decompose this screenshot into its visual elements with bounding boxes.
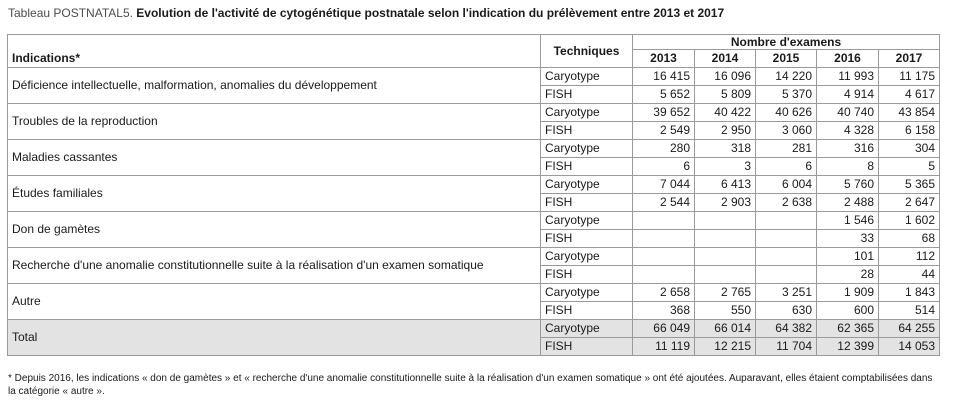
- value-cell: [756, 266, 817, 284]
- value-cell: 6 004: [756, 176, 817, 194]
- value-cell: [695, 248, 756, 266]
- technique-label: FISH: [541, 194, 633, 212]
- value-cell: 1 909: [817, 284, 879, 302]
- value-cell: 5 365: [879, 176, 940, 194]
- value-cell: 5 370: [756, 86, 817, 104]
- value-cell: 43 854: [879, 104, 940, 122]
- technique-label: Caryotype: [541, 140, 633, 158]
- table-row: [8, 140, 940, 158]
- value-cell: [695, 230, 756, 248]
- value-cell: 8: [817, 158, 879, 176]
- value-cell: 2 658: [633, 284, 695, 302]
- value-cell: 11 119: [633, 338, 695, 356]
- table-row: [8, 176, 940, 194]
- value-cell: [695, 266, 756, 284]
- value-cell: 44: [879, 266, 940, 284]
- technique-label: FISH: [541, 302, 633, 320]
- value-cell: 6 158: [879, 122, 940, 140]
- value-cell: [633, 248, 695, 266]
- value-cell: 28: [817, 266, 879, 284]
- indication-label: Études familiales: [8, 176, 541, 212]
- header-nombre-examens: Nombre d'examens: [633, 35, 940, 50]
- header-indications: Indications*: [8, 35, 541, 68]
- value-cell: 2 544: [633, 194, 695, 212]
- indication-label: Don de gamètes: [8, 212, 541, 248]
- value-cell: 6: [633, 158, 695, 176]
- value-cell: 550: [695, 302, 756, 320]
- value-cell: [633, 230, 695, 248]
- header-year: 2015: [756, 50, 817, 68]
- total-row: [8, 320, 940, 338]
- value-cell: 5 760: [817, 176, 879, 194]
- statistics-table: [7, 34, 940, 356]
- value-cell: 40 626: [756, 104, 817, 122]
- value-cell: 514: [879, 302, 940, 320]
- table-row: [8, 248, 940, 266]
- value-cell: 1 546: [817, 212, 879, 230]
- value-cell: 64 382: [756, 320, 817, 338]
- indication-label: Recherche d'une anomalie constitutionnelle suite à la réalisation d'un examen somatique: [8, 248, 541, 284]
- value-cell: 40 740: [817, 104, 879, 122]
- technique-label: FISH: [541, 230, 633, 248]
- table-row: [8, 68, 940, 86]
- value-cell: 600: [817, 302, 879, 320]
- value-cell: 281: [756, 140, 817, 158]
- value-cell: [633, 212, 695, 230]
- value-cell: 2 903: [695, 194, 756, 212]
- value-cell: 68: [879, 230, 940, 248]
- value-cell: 2 549: [633, 122, 695, 140]
- value-cell: 11 704: [756, 338, 817, 356]
- value-cell: 4 328: [817, 122, 879, 140]
- value-cell: 11 993: [817, 68, 879, 86]
- header-year: 2013: [633, 50, 695, 68]
- technique-label: FISH: [541, 338, 633, 356]
- indication-label: Déficience intellectuelle, malformation, anomalies du développement: [8, 68, 541, 104]
- value-cell: 630: [756, 302, 817, 320]
- total-label: Total: [8, 320, 541, 356]
- indication-label: Maladies cassantes: [8, 140, 541, 176]
- technique-label: Caryotype: [541, 68, 633, 86]
- value-cell: 66 014: [695, 320, 756, 338]
- technique-label: Caryotype: [541, 284, 633, 302]
- value-cell: 5: [879, 158, 940, 176]
- value-cell: 5 809: [695, 86, 756, 104]
- value-cell: 40 422: [695, 104, 756, 122]
- footnote: * Depuis 2016, les indications « don de gamètes » et « recherche d'une anomalie constitutionnelle suite à la réalisation d'un examen somatique » ont été ajoutées. Auparavant, elles étaient comptabilisées dans la catégorie « autre ».: [8, 373, 933, 397]
- table-title-text: Evolution de l'activité de cytogénétique postnatale selon l'indication du prélèvement entre 2013 et 2017: [132, 6, 725, 20]
- technique-label: Caryotype: [541, 176, 633, 194]
- value-cell: 33: [817, 230, 879, 248]
- technique-label: Caryotype: [541, 104, 633, 122]
- header-techniques: Techniques: [541, 35, 633, 68]
- value-cell: 7 044: [633, 176, 695, 194]
- header-year: 2014: [695, 50, 756, 68]
- value-cell: 1 843: [879, 284, 940, 302]
- value-cell: 4 914: [817, 86, 879, 104]
- table-body: [8, 68, 940, 356]
- value-cell: 16 415: [633, 68, 695, 86]
- value-cell: 2 488: [817, 194, 879, 212]
- table-row: [8, 104, 940, 122]
- value-cell: 112: [879, 248, 940, 266]
- technique-label: Caryotype: [541, 248, 633, 266]
- value-cell: 39 652: [633, 104, 695, 122]
- value-cell: [756, 212, 817, 230]
- value-cell: [633, 266, 695, 284]
- table-row: [8, 284, 940, 302]
- technique-label: FISH: [541, 86, 633, 104]
- value-cell: 12 399: [817, 338, 879, 356]
- technique-label: FISH: [541, 266, 633, 284]
- table-title: [8, 5, 724, 21]
- value-cell: 14 053: [879, 338, 940, 356]
- indication-label: Autre: [8, 284, 541, 320]
- table-label: Tableau POSTNATAL5.: [8, 6, 133, 20]
- technique-label: FISH: [541, 122, 633, 140]
- value-cell: 4 617: [879, 86, 940, 104]
- header-year: 2017: [879, 50, 940, 68]
- value-cell: 316: [817, 140, 879, 158]
- value-cell: 368: [633, 302, 695, 320]
- header-row-top: [8, 35, 940, 50]
- value-cell: 6 413: [695, 176, 756, 194]
- value-cell: 12 215: [695, 338, 756, 356]
- value-cell: [756, 230, 817, 248]
- value-cell: 3: [695, 158, 756, 176]
- header-year: 2016: [817, 50, 879, 68]
- value-cell: 14 220: [756, 68, 817, 86]
- value-cell: 64 255: [879, 320, 940, 338]
- technique-label: Caryotype: [541, 320, 633, 338]
- technique-label: Caryotype: [541, 212, 633, 230]
- value-cell: 2 765: [695, 284, 756, 302]
- value-cell: 101: [817, 248, 879, 266]
- value-cell: 66 049: [633, 320, 695, 338]
- value-cell: 11 175: [879, 68, 940, 86]
- value-cell: 1 602: [879, 212, 940, 230]
- indication-label: Troubles de la reproduction: [8, 104, 541, 140]
- value-cell: 5 652: [633, 86, 695, 104]
- value-cell: 6: [756, 158, 817, 176]
- value-cell: 3 251: [756, 284, 817, 302]
- value-cell: 16 096: [695, 68, 756, 86]
- value-cell: 304: [879, 140, 940, 158]
- value-cell: 3 060: [756, 122, 817, 140]
- value-cell: 2 647: [879, 194, 940, 212]
- table-row: [8, 212, 940, 230]
- value-cell: 2 950: [695, 122, 756, 140]
- value-cell: [695, 212, 756, 230]
- technique-label: FISH: [541, 158, 633, 176]
- value-cell: 318: [695, 140, 756, 158]
- value-cell: 62 365: [817, 320, 879, 338]
- value-cell: 2 638: [756, 194, 817, 212]
- value-cell: 280: [633, 140, 695, 158]
- value-cell: [756, 248, 817, 266]
